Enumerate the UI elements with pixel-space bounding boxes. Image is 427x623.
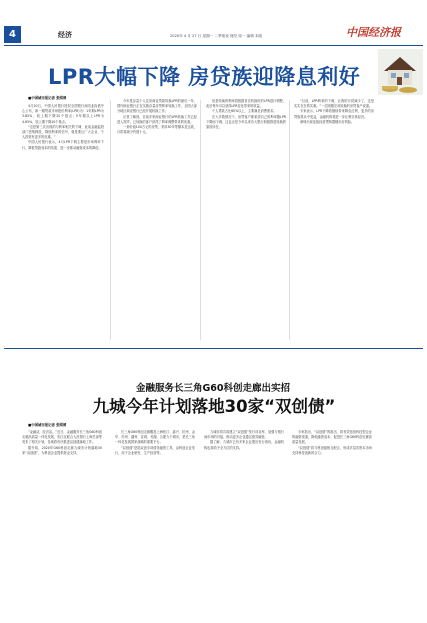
top-col3-para-2: 个人贷款占比60%以上，主要满足消费需求。 (212, 109, 277, 114)
bottom-column-2 (115, 430, 195, 618)
bottom-col1-para-1: “金融活，经济活。”近日，金融服务长三角G60科创走廊高质量一体化发展，松江区联合人民银行上海总部等发布了相关计划，各地将有序推进双创债落地工作。 (22, 430, 102, 445)
column-rule (110, 100, 111, 340)
bottom-col4-para-2: “双创债”将与科创板相互配合，形成多层次资本市场支持科技创新的合力。 (292, 445, 372, 455)
date-line: 2020年 4 月 27 日 星期一 二季报表 财经 周一 编辑 本版 (170, 34, 263, 38)
top-col2-para-2: 记者了解到，目前多家商业银行的LPR转换工作已经进入尾声，已转换的客户获得了利率调整带来的优惠。 (117, 114, 197, 124)
bottom-col1-para-2: 据介绍，2020年G60科创走廊九城市计划落地30家“双创债”，为科创企业提供资金支持。 (22, 445, 102, 455)
column-rule (200, 100, 201, 340)
top-byline: ■中国城市报记者 张网博 (28, 96, 67, 100)
top-column-3 (206, 99, 286, 331)
bottom-column-4 (292, 430, 372, 618)
section-divider (4, 348, 423, 349)
top-headline: LPR大幅下降 房贷族迎降息利好 (48, 65, 361, 89)
bottom-col2-para-1: 长三角G60科创走廊覆盖上海松江、嘉兴、杭州、金华、苏州、湖州、宣城、芜湖、合肥九个城市，是长三角一体化发展国家战略的重要平台。 (115, 430, 195, 445)
bottom-byline: ■中国城市报记者 张网博 (28, 423, 67, 427)
bottom-headline: 九城今年计划落地30家“双创债” (92, 397, 336, 416)
bottom-column-1 (22, 430, 102, 618)
page-header (0, 0, 427, 46)
bottom-col3-para-2: 据了解，九城市已有多家企业提出发行意向，金融机构也将给予全方位的支持。 (204, 440, 284, 450)
top-column-1 (22, 104, 104, 354)
section-label: 经济 (58, 31, 72, 39)
bottom-col4-para-1: 专家指出，“双创债”的推出，将有效拓宽科技型企业的融资渠道，降低融资成本，促进长三角G60科创走廊高质量发展。 (292, 430, 372, 445)
top-col3-para-3: 在大多数情况下，房贷客户都希望自己的利率随LPR下降而下调，这也正是今年以来各大银行积极推进转换的原因所在。 (206, 114, 286, 130)
house-coins-photo (378, 49, 423, 95)
bottom-column-3 (204, 430, 284, 618)
page-number: 4 (4, 26, 21, 43)
top-col4-para-2: 专家表示，LPR下降将继续带来降息红利，更多的房贷族将从中受益，金融机构将进一步让利实体经济。 (294, 109, 374, 119)
bottom-col3-para-1: 九城市将共同建立“双创债”发行项目库，加强与银行间市场的对接，推动更多企业通过债券融资。 (204, 430, 284, 440)
house-icon (378, 49, 423, 95)
masthead-logo: 中国经济报 (346, 26, 401, 39)
top-col1-para-1: 4月20日，中国人民银行授权全国银行间同业拆借中心公布，新一期贷款市场报价利率(LPR)为：1年期LPR为3.85%，较上期下降20个基点；5年期以上LPR为4.65%，较上期下降10个基点。 (22, 104, 104, 124)
top-col2-para-1: 今年是存量个人住房商业贷款转换LPR的最后一年，国内商业银行正在实施存量房贷利率转换工作，全国大部分地区商业银行已经开展转换工作。 (117, 99, 197, 114)
top-col1-para-2: “这是第三次出现的与利率相关的下调，此前金融监管部门密集释放，降低利率的信号，就是要让广大企业、个人投资有更多的优惠。” (22, 124, 104, 140)
top-col1-para-3: 中国人民银行表示，4月LPR下调主要是市场利率下行，降低贷款成本的结果，进一步推动融资成本的降低。 (22, 140, 104, 150)
top-column-4 (294, 99, 374, 331)
top-col4-para-3: 深圳出现连续经营贷购置楼市房风险。 (300, 119, 355, 124)
top-col2-para-3: 一套价值100万元的房贷，采用30年等额本息还款，月供将减少约数十元。 (117, 125, 197, 135)
top-col3-para-1: 但是转换的利率将根据首次转换时的LPR进行调整，此后每年可以获得LPR变化带来的收益。 (206, 99, 286, 109)
column-rule (289, 100, 290, 340)
top-col4-para-1: “目前，LPR利率的下调，让我的月供减少了，这是实实在在的实惠。”一位刚刚完成转换的房贷客户说道。 (294, 99, 374, 109)
top-column-2 (117, 99, 197, 331)
bottom-col2-para-2: “双创债”是指双创专项债务融资工具，由科创企业发行，用于企业研发、生产经营等。 (115, 445, 195, 455)
header-rule (4, 45, 423, 46)
bottom-kicker: 金融服务长三角G60科创走廊出实招 (135, 383, 291, 394)
